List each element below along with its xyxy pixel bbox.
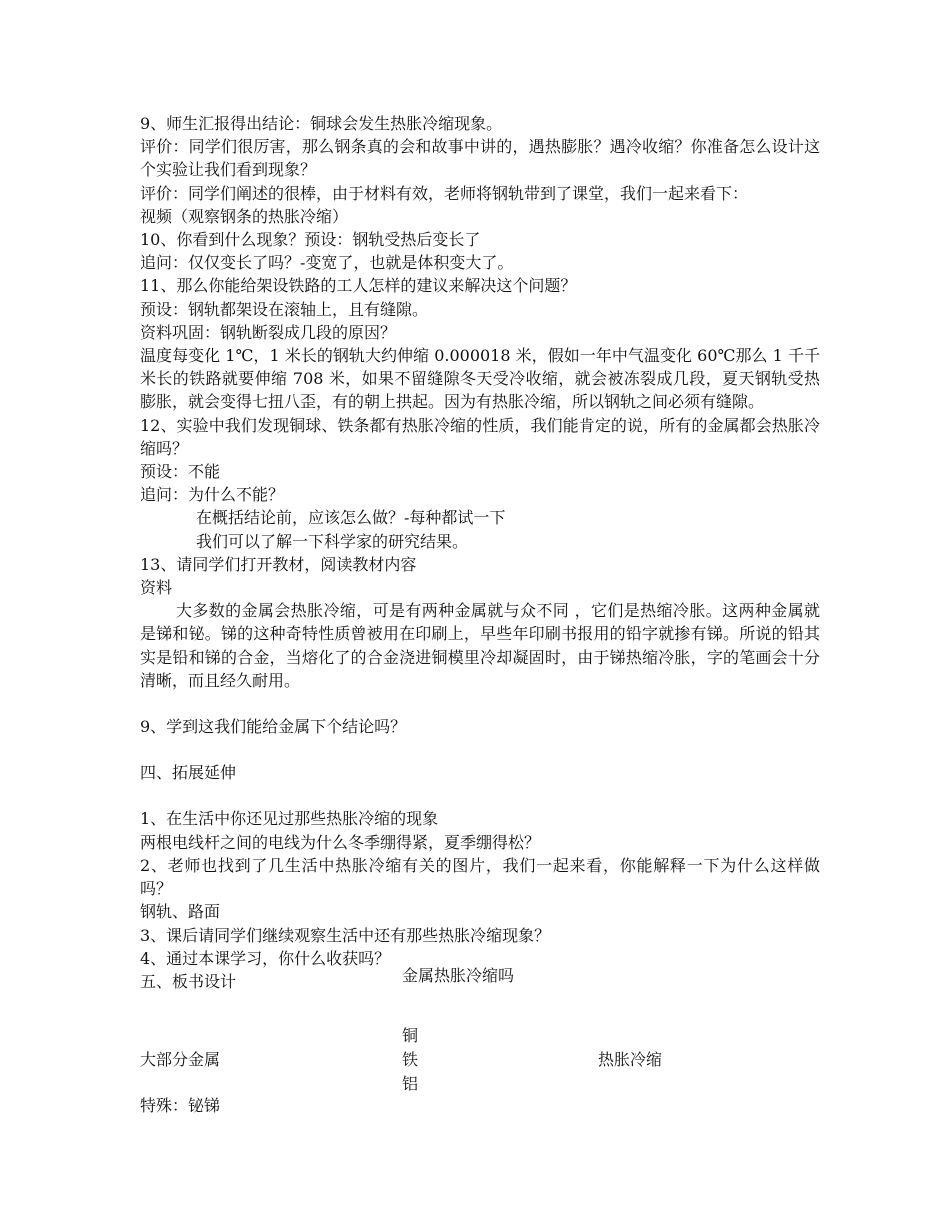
paragraph: 追问：仅仅变长了吗？-变宽了，也就是体积变大了。 [140, 253, 514, 273]
section-heading: 五、板书设计 [140, 971, 237, 991]
paragraph: 3、课后请同学们继续观察生活中还有那些热胀冷缩现象？ [140, 925, 551, 945]
paragraph: 1、在生活中你还见过那些热胀冷缩的现象 [140, 809, 439, 829]
paragraph: 追问：为什么不能？ [140, 485, 285, 505]
paragraph: 评价：同学们很厉害，那么钢条真的会和故事中讲的，遇热膨胀？遇冷收缩？你准备怎么设计这个实验让我们看到现象？ [140, 137, 820, 180]
board-special-label: 特殊：铋锑 [140, 1096, 221, 1115]
board-metal-copper: 铜 [402, 1026, 419, 1045]
paragraph: 评价：同学们阐述的很棒，由于材料有效，老师将钢轨带到了课堂，我们一起来看下： [140, 183, 749, 203]
paragraph: 钢轨、路面 [140, 902, 221, 922]
paragraph: 在概括结论前，应该怎么做？-每种都试一下 [196, 508, 506, 528]
paragraph: 4、通过本课学习，你什么收获吗？ [140, 948, 391, 968]
spacer [140, 692, 820, 715]
spacer [140, 784, 820, 807]
paragraph: 两根电线杆之间的电线为什么冬季绷得紧，夏季绷得松？ [140, 832, 541, 852]
paragraph: 预设：不能 [140, 462, 221, 482]
section-heading: 四、拓展延伸 [140, 763, 237, 783]
paragraph: 11、那么你能给架设铁路的工人怎样的建议来解决这个问题？ [140, 276, 577, 296]
board-title: 金属热胀冷缩吗 [402, 966, 515, 985]
paragraph: 10、你看到什么现象？预设：钢轨受热后变长了 [140, 230, 481, 250]
paragraph: 我们可以了解一下科学家的研究结果。 [196, 531, 469, 551]
document-body [140, 112, 820, 993]
paragraph: 9、师生汇报得出结论：铜球会发生热胀冷缩现象。 [140, 114, 503, 133]
paragraph: 大多数的金属会热胀冷缩，可是有两种金属就与众不同 ，它们是热缩冷胀。这两种金属就是锑和铋。锑的这种奇特性质曾被用在印刷上，早些年印刷书报用的铅字就掺有锑。所说的铅其实是铅和锑的合金，当熔化了的合金浇进铜模里冷却凝固时，由于锑热缩冷胀，字的笔画会十分清晰，而且经久耐用。 [140, 601, 820, 690]
paragraph: 视频（观察钢条的热胀冷缩） [140, 206, 349, 226]
paragraph: 13、请同学们打开教材，阅读教材内容 [140, 554, 417, 574]
board-metal-iron: 铁 [402, 1050, 419, 1069]
paragraph: 预设：钢轨都架设在滚轴上，且有缝隙。 [140, 299, 429, 319]
paragraph: 资料巩固：钢轨断裂成几段的原因？ [140, 322, 397, 342]
paragraph: 温度每变化 1℃，1 米长的钢轨大约伸缩 0.000018 米，假如一年中气温变化 60℃那么 1 千千米长的铁路就要伸缩 708 米，如果不留缝隙冬天受冷收缩，就会被冻裂成几段，夏天钢轨受热膨胀，就会变得七扭八歪，有的朝上拱起。因为有热胀冷缩，所以钢轨之间必须有缝隙。 [140, 346, 820, 412]
paragraph: 2、老师也找到了几生活中热胀冷缩有关的图片，我们一起来看，你能解释一下为什么这样做吗？ [140, 855, 820, 899]
paragraph: 资料 [140, 578, 173, 598]
paragraph: 9、学到这我们能给金属下个结论吗？ [140, 717, 407, 737]
board-right-label: 热胀冷缩 [598, 1050, 663, 1069]
spacer [140, 738, 820, 761]
board-metal-aluminum: 铝 [402, 1074, 419, 1093]
blackboard-design [140, 960, 820, 1120]
paragraph: 12、实验中我们发现铜球、铁条都有热胀冷缩的性质，我们能肯定的说，所有的金属都会热胀冷缩吗？ [140, 415, 820, 458]
board-left-label: 大部分金属 [140, 1050, 221, 1069]
